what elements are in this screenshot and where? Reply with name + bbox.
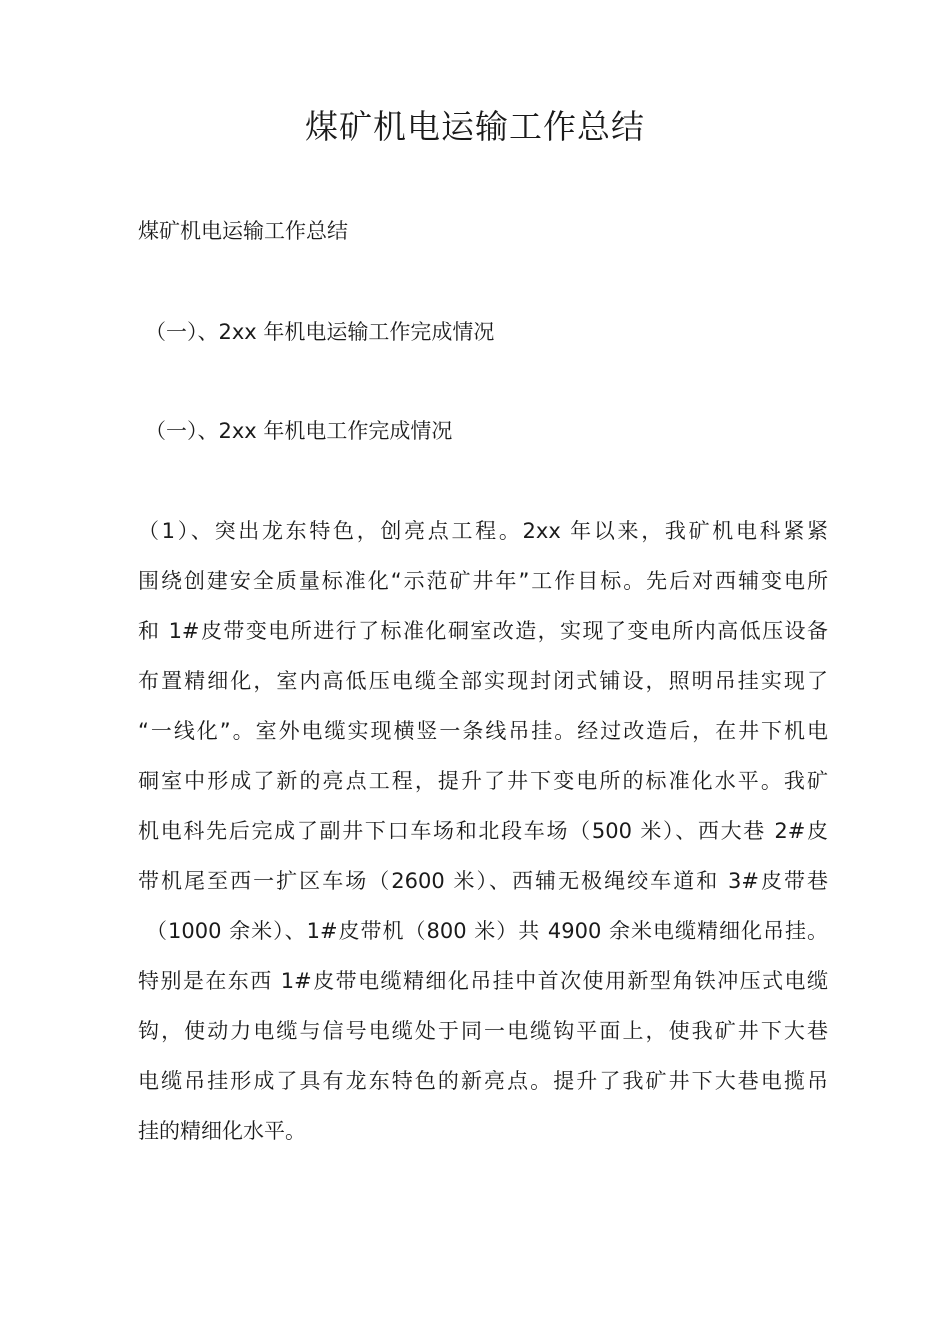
body-line: 特别是在东西 1#皮带电缆精细化吊挂中首次使用新型角铁冲压式电缆: [138, 969, 828, 993]
body-line: 机电科先后完成了副井下口车场和北段车场（500 米）、西大巷 2#皮: [138, 819, 828, 843]
section-heading-transport: （一）、2xx 年机电运输工作完成情况: [145, 320, 495, 344]
body-line: 和 1#皮带变电所进行了标准化硐室改造，实现了变电所内高低压设备: [138, 619, 828, 643]
body-line: 硐室中形成了新的亮点工程，提升了井下变电所的标准化水平。我矿: [138, 769, 828, 793]
body-line: （1）、突出龙东特色，创亮点工程。2xx 年以来，我矿机电科紧紧: [138, 519, 828, 543]
body-paragraph: [138, 506, 828, 1156]
body-line: “一线化”。室外电缆实现横竖一条线吊挂。经过改造后，在井下机电: [138, 719, 828, 743]
body-line: 带机尾至西一扩区车场（2600 米）、西辅无极绳绞车道和 3#皮带巷: [138, 869, 828, 893]
document-title: 煤矿机电运输工作总结: [305, 107, 645, 146]
body-line: 钩，使动力电缆与信号电缆处于同一电缆钩平面上，使我矿井下大巷: [138, 1019, 828, 1043]
document-subtitle: 煤矿机电运输工作总结: [138, 219, 348, 243]
body-line: 电缆吊挂形成了具有龙东特色的新亮点。提升了我矿井下大巷电揽吊: [138, 1069, 828, 1093]
body-line: 布置精细化，室内高低压电缆全部实现封闭式铺设，照明吊挂实现了: [138, 669, 828, 693]
section-heading-electromechanical: （一）、2xx 年机电工作完成情况: [145, 419, 453, 443]
body-line: 围绕创建安全质量标准化“示范矿井年”工作目标。先后对西辅变电所: [138, 569, 828, 593]
body-line: （1000 余米）、1#皮带机（800 米）共 4900 余米电缆精细化吊挂。: [146, 919, 828, 943]
body-line: 挂的精细化水平。: [138, 1119, 306, 1143]
